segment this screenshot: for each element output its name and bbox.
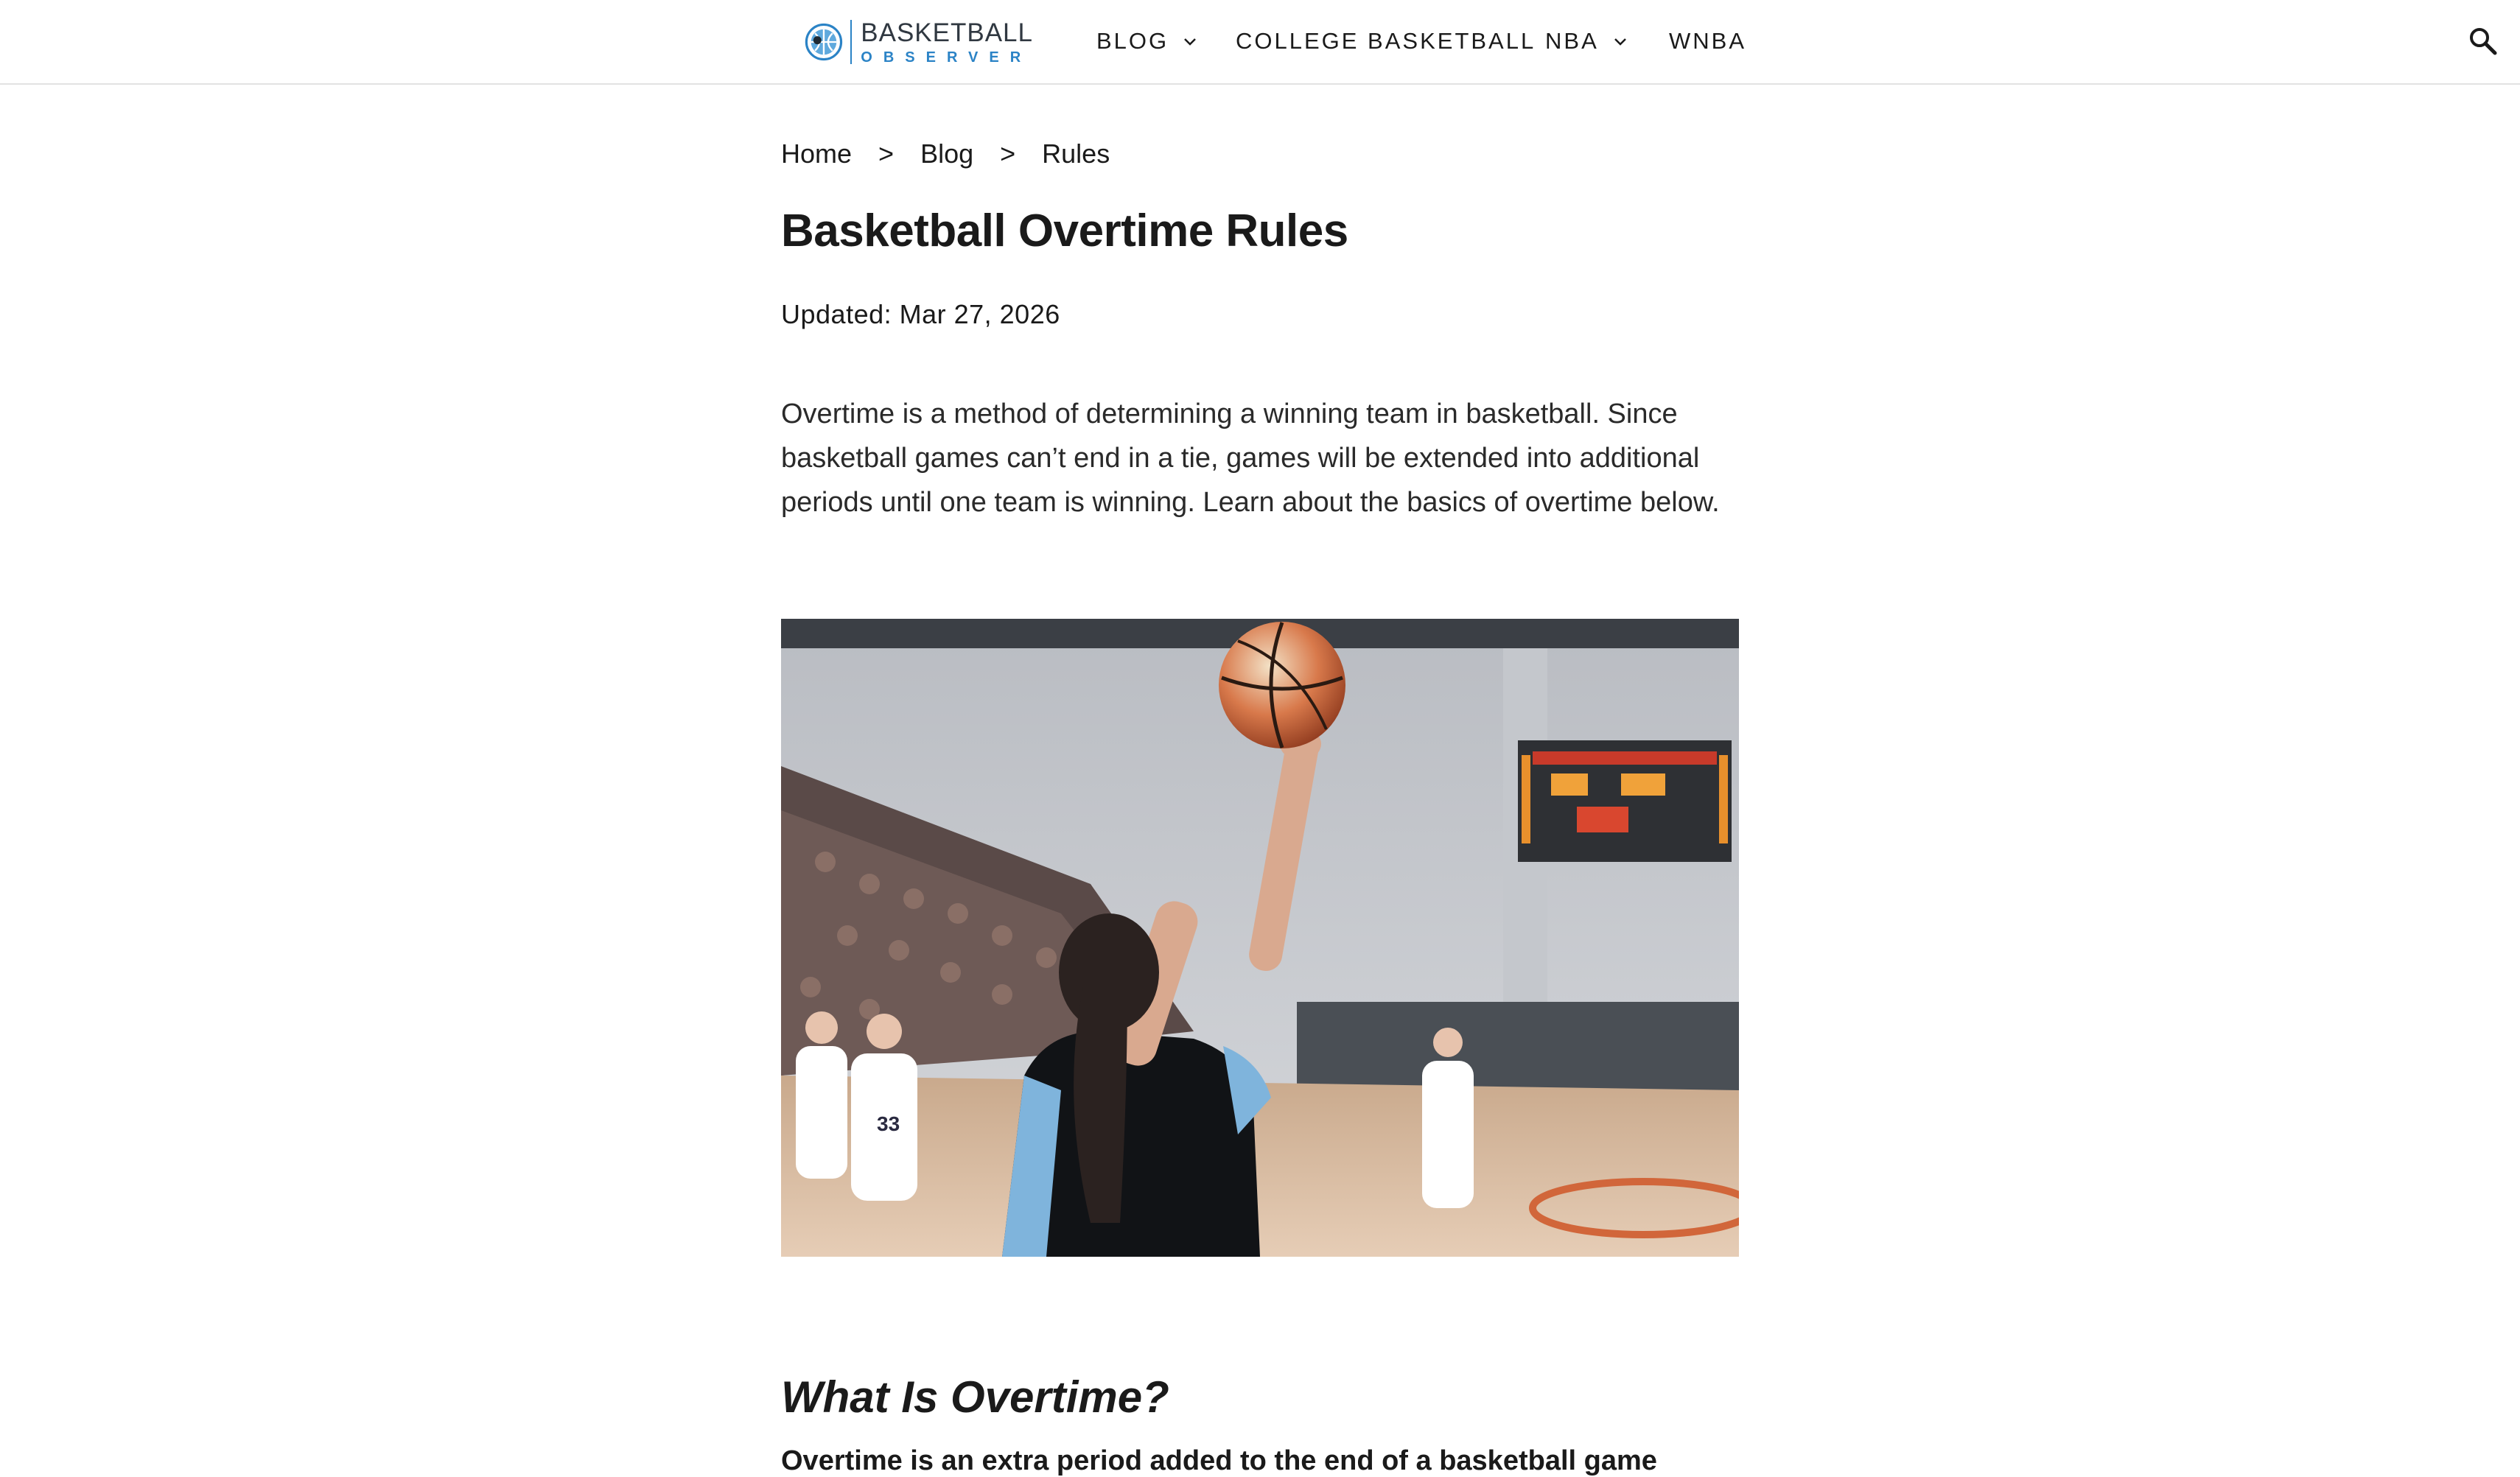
basketball-globe-icon [805,18,843,66]
breadcrumb-rules[interactable]: Rules [1042,138,1110,169]
nav-item-label: COLLEGE BASKETBALL [1236,28,1536,54]
site-header [0,0,2520,85]
section-heading: What Is Overtime? [781,1372,1169,1422]
logo-name-top: BASKETBALL [861,18,1033,47]
nav-item-label: NBA [1545,28,1599,54]
breadcrumb-separator: > [878,138,895,169]
updated-date: Updated: Mar 27, 2026 [781,299,1060,329]
search-icon[interactable] [2467,25,2499,57]
logo-wordmark [861,20,1033,65]
nav-item-college-basketball[interactable] [1236,0,1536,83]
page-title: Basketball Overtime Rules [781,206,1348,256]
logo-divider [850,20,852,64]
site-logo[interactable] [805,15,1033,69]
nav-item-blog[interactable] [1096,0,1198,83]
chevron-down-icon [1182,33,1198,49]
chevron-down-icon [1612,33,1628,49]
nav-item-label: BLOG [1096,28,1169,54]
section-first-line: Overtime is an extra period added to the end of a basketball game [781,1445,1657,1476]
breadcrumb-separator: > [1000,138,1016,169]
intro-paragraph: Overtime is a method of determining a winning team in basketball. Since basketball games can’t end in a tie, games will be extended into additional periods until one team is winning. Learn about the basics of overtime below. [781,399,1720,518]
breadcrumb [781,134,1110,174]
breadcrumb-home[interactable]: Home [781,138,853,169]
nav-item-wnba[interactable] [1669,0,1746,83]
logo-name-bottom: OBSERVER [861,49,1032,66]
referee-tossing-basketball-photo [781,619,1739,1257]
nav-item-nba[interactable] [1545,0,1628,83]
breadcrumb-blog[interactable]: Blog [920,138,974,169]
svg-text:33: 33 [877,1112,900,1135]
nav-item-label: WNBA [1669,28,1746,54]
